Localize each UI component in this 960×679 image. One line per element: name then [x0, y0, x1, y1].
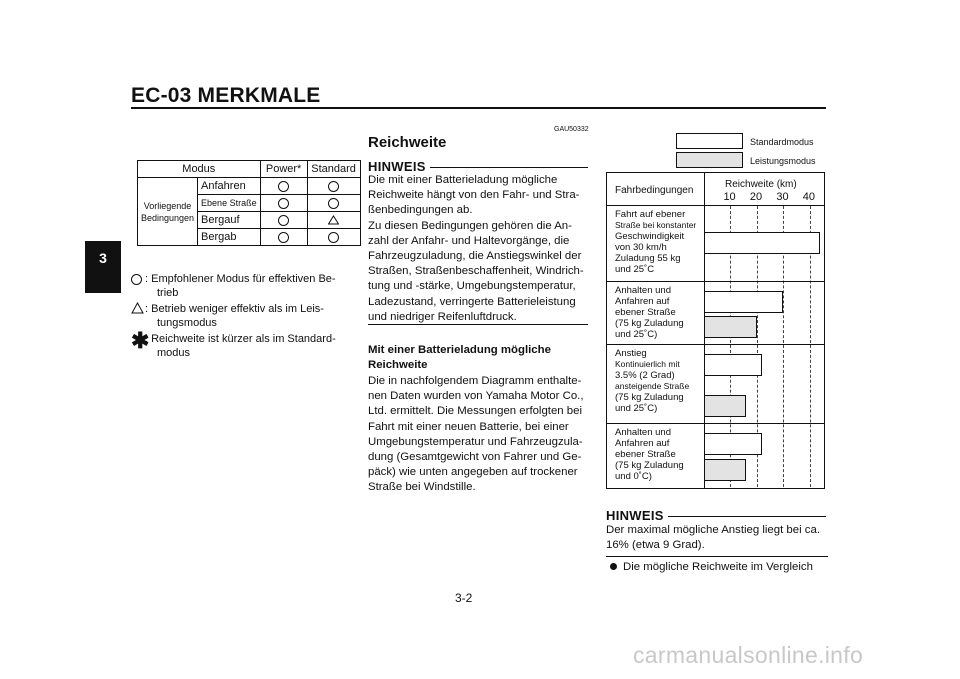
section-rule	[607, 423, 824, 424]
right-note-rule	[606, 556, 828, 557]
legend-circle-text-2: trieb	[157, 287, 179, 299]
legend-triangle-text-2: tungsmodus	[157, 317, 217, 329]
legend-asterisk-text: : Reichweite ist kürzer als im Standard-	[145, 333, 336, 345]
condition-label: Anstieg Kontinuierlich mit 3.5% (2 Grad) ansteigende Straße (75 kg Zuladung und 25˚C)	[615, 348, 690, 414]
body-text: Die in nachfolgendem Diagramm enthalte- nen Daten wurden von Yamaha Motor Co., Ltd. ermittelt. Die Messungen erfolgten bei Fahrt mit einer neuen Batterie, bei einer Umgebungstemperatur und Fahrzeugzula- dung (Gesamtgewicht von Fahrer und Ge- päck) wie unten angegeben auf trockener Straße bei Windstille.	[368, 375, 584, 494]
legend-asterisk-text-2: modus	[157, 347, 191, 359]
section-heading: Reichweite	[368, 134, 447, 151]
circle-icon	[278, 215, 289, 226]
condition-label: Anhalten und Anfahren auf ebener Straße (75 kg Zuladung und 25˚C)	[615, 285, 684, 340]
note-end-rule	[368, 324, 588, 325]
bar-standard	[704, 232, 820, 254]
hinweis-rule	[430, 167, 588, 168]
bar-power	[704, 395, 746, 417]
condition-bergab: Bergab	[198, 229, 261, 246]
circle-icon	[278, 181, 289, 192]
bar-standard	[704, 433, 762, 455]
legend-standard-swatch	[676, 133, 743, 149]
section-rule	[607, 281, 824, 282]
legend-triangle-text: : Betrieb weniger effektiv als im Leis-	[145, 303, 324, 315]
page-title: EC-03 MERKMALE	[131, 84, 321, 107]
condition-anfahren: Anfahren	[198, 178, 261, 195]
bullet-item: Die mögliche Reichweite im Vergleich	[606, 560, 828, 575]
bullet-icon	[610, 563, 617, 570]
hinweis-label-2: HINWEIS	[606, 508, 664, 523]
header-rule	[607, 205, 824, 206]
legend-power-swatch	[676, 152, 743, 168]
range-chart	[606, 172, 825, 489]
hinweis-rule-2	[668, 516, 826, 517]
triangle-icon	[131, 302, 144, 314]
condition-ebene-strasse: Ebene Straße	[198, 195, 261, 212]
tick-label: 40	[802, 191, 816, 203]
subheading: Mit einer Batterieladung mögliche Reichweite	[368, 344, 551, 372]
circle-icon	[328, 198, 339, 209]
row-group-label: Vorliegende Bedingungen	[138, 178, 198, 246]
legend-standard-label: Standardmodus	[750, 137, 814, 147]
col-standard: Standard	[307, 161, 360, 178]
circle-icon	[278, 198, 289, 209]
circle-icon	[328, 181, 339, 192]
bar-power	[704, 316, 757, 338]
right-note-text: Der maximal mögliche Anstieg liegt bei ca. 16% (etwa 9 Grad).	[606, 524, 820, 552]
condition-label: Fahrt auf ebener Straße bei konstanter Geschwindigkeit von 30 km/h Zuladung 55 kg und 25˚C	[615, 209, 697, 275]
title-rule	[131, 107, 826, 109]
col-conditions: Fahrbedingungen	[615, 185, 694, 196]
tick-label: 20	[749, 191, 763, 203]
watermark: carmanualsonline.info	[633, 642, 864, 668]
bar-power	[704, 459, 746, 481]
col-power: Power*	[260, 161, 307, 178]
triangle-icon	[328, 215, 339, 225]
circle-icon	[131, 274, 142, 285]
col-modus: Modus	[138, 161, 261, 178]
asterisk-icon: ✱	[131, 328, 150, 353]
doc-code: GAU50332	[554, 126, 589, 133]
note-text: Die mit einer Batterieladung mögliche Reichweite hängt von den Fahr- und Stra- ßenbedingungen ab. Zu diesen Bedingungen gehören die An- zahl der Anfahr- und Haltevorgänge, die Fahrzeugzuladung, die Anstiegswinkel der Straßen, Straßenbeschaffenheit, Windrich- tung und -stärke, Umgebungstemperatur, Ladezustand, verringerte Batterieleistung und niedriger Reifenluftdruck.	[368, 174, 584, 323]
chapter-tab: 3	[85, 241, 121, 293]
condition-bergauf: Bergauf	[198, 212, 261, 229]
circle-icon	[328, 232, 339, 243]
condition-label: Anhalten und Anfahren auf ebener Straße (75 kg Zuladung und 0˚C)	[615, 427, 684, 482]
bar-standard	[704, 291, 783, 313]
tick-label: 30	[776, 191, 789, 203]
tick-label: 10	[723, 191, 736, 203]
bar-standard	[704, 354, 762, 376]
legend-power-label: Leistungsmodus	[750, 156, 816, 166]
mode-table	[137, 160, 361, 246]
legend-circle-text: : Empfohlener Modus für effektiven Be-	[145, 273, 336, 285]
circle-icon	[278, 232, 289, 243]
col-range: Reichweite (km)	[725, 179, 797, 190]
hinweis-label: HINWEIS	[368, 159, 426, 174]
page-number: 3-2	[455, 591, 473, 605]
section-rule	[607, 344, 824, 345]
